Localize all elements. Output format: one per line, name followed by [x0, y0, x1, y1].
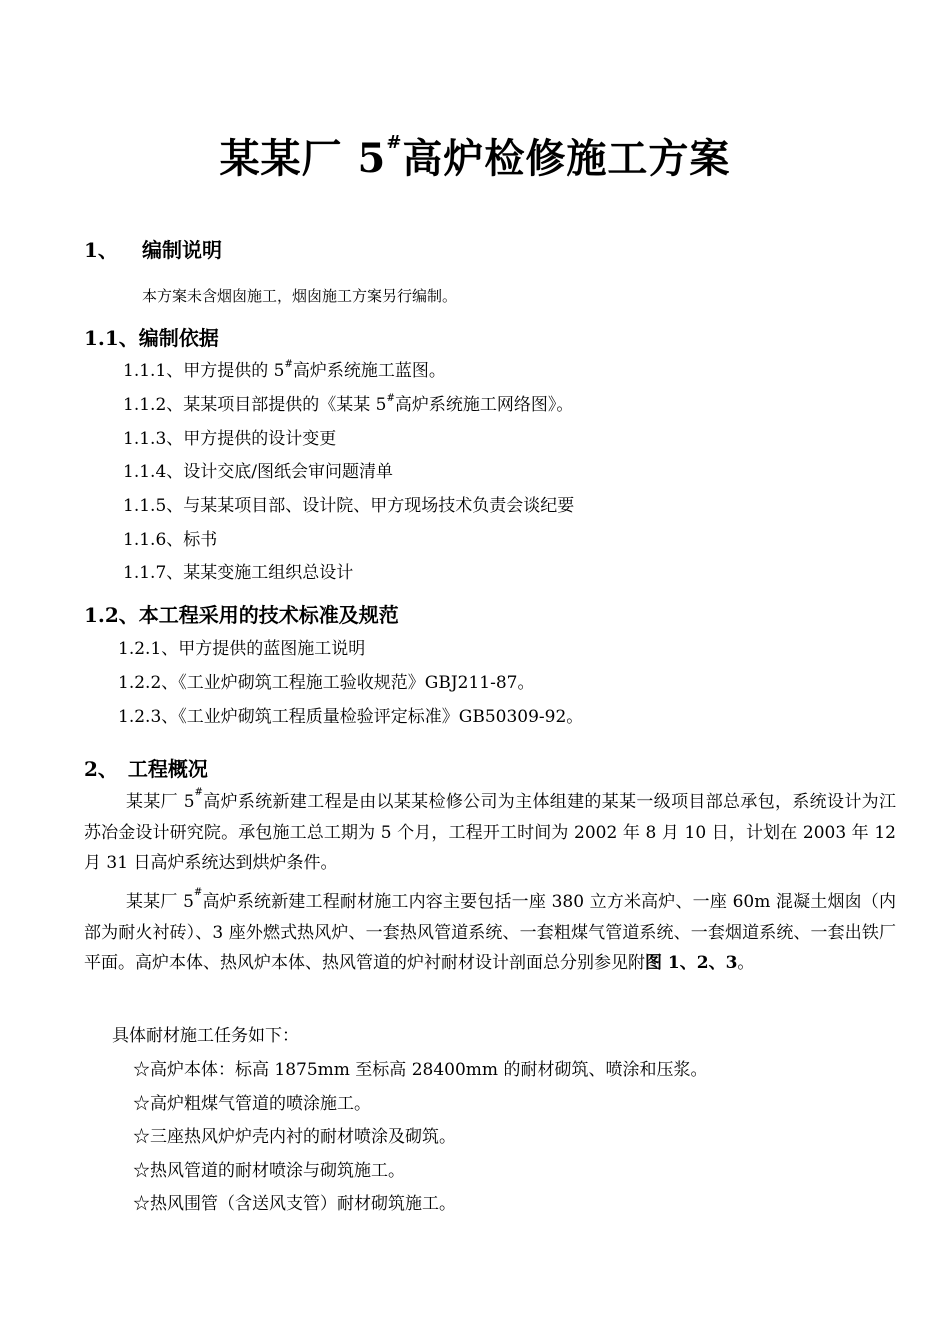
section-2-number: 2、 — [84, 757, 118, 781]
section-2-heading — [84, 755, 208, 783]
task-item-2: ☆高炉粗煤气管道的喷涂施工。 — [133, 1094, 371, 1114]
basis-item-3: 1.1.3、甲方提供的设计变更 — [123, 429, 337, 449]
task-item-1: ☆高炉本体：标高 1875mm 至标高 28400mm 的耐材砌筑、喷涂和压浆。 — [133, 1060, 708, 1080]
document-title — [0, 133, 950, 185]
standard-item-2: 1.2.2、《工业炉砌筑工程施工验收规范》GBJ211-87。 — [118, 673, 535, 693]
basis-item-6: 1.1.6、标书 — [123, 530, 218, 550]
standard-item-1: 1.2.1、甲方提供的蓝图施工说明 — [118, 639, 366, 659]
standard-item-3: 1.2.3、《工业炉砌筑工程质量检验评定标准》GB50309-92。 — [118, 707, 584, 727]
tasks-intro: 具体耐材施工任务如下： — [112, 1026, 299, 1046]
task-item-3: ☆三座热风炉炉壳内衬的耐材喷涂及砌筑。 — [133, 1127, 456, 1147]
task-item-4: ☆热风管道的耐材喷涂与砌筑施工。 — [133, 1161, 405, 1181]
title-prefix: 某某厂 5 — [219, 135, 387, 182]
title-suffix: 高炉检修施工方案 — [402, 135, 731, 182]
overview-paragraph-2: 某某厂 5#高炉系统新建工程耐材施工内容主要包括一座 380 立方米高炉、一座 60m 混凝土烟囱（内部为耐火衬砖）、3 座外燃式热风炉、一套热风管道系统、一套粗煤气管道系统、一套烟道系统、一套出铁厂平面。高炉本体、热风炉本体、热风管道的炉衬耐材设计剖面总分别参见附图 1、2、3。 — [84, 887, 896, 973]
section-1-heading — [84, 236, 222, 264]
title-sup: # — [386, 132, 403, 153]
section-1-title: 编制说明 — [142, 238, 222, 262]
basis-item-2: 1.1.2、某某项目部提供的《某某 5#高炉系统施工网络图》。 — [123, 393, 574, 415]
section-2-title: 工程概况 — [127, 757, 208, 781]
basis-item-1: 1.1.1、甲方提供的 5#高炉系统施工蓝图。 — [123, 359, 446, 381]
section-1-intro: 本方案未含烟囱施工，烟囱施工方案另行编制。 — [142, 287, 458, 305]
basis-item-4: 1.1.4、设计交底/图纸会审问题清单 — [123, 462, 393, 482]
section-1-1-heading: 1.1、编制依据 — [84, 326, 219, 350]
basis-item-7: 1.1.7、某某变施工组织总设计 — [123, 563, 354, 583]
overview-paragraph-1: 某某厂 5#高炉系统新建工程是由以某某检修公司为主体组建的某某一级项目部总承包，系统设计为江苏冶金设计研究院。承包施工总工期为 5 个月，工程开工时间为 2002 年 8 月 10 日，计划在 2003 年 12 月 31 日高炉系统达到烘炉条件。 — [84, 787, 896, 873]
basis-item-5: 1.1.5、与某某项目部、设计院、甲方现场技术负责会谈纪要 — [123, 496, 575, 516]
section-1-2-heading: 1.2、本工程采用的技术标准及规范 — [84, 603, 399, 627]
figure-reference: 图 1、2、3 — [645, 953, 738, 973]
section-1-number: 1、 — [84, 238, 118, 262]
task-item-5: ☆热风围管（含送风支管）耐材砌筑施工。 — [133, 1194, 456, 1214]
